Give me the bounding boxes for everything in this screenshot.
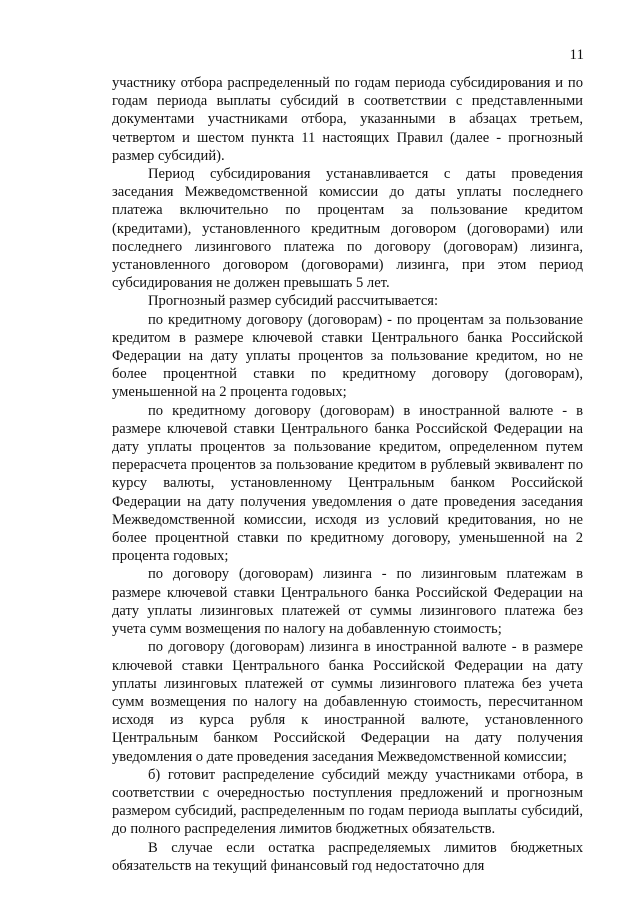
paragraph-credit-agreement: по кредитному договору (договорам) - по процентам за пользование кредитом в размере ключевой ставки Центрального банка Российской Федерации на дату уплаты процентов за пользование кредитом, но не более процентной ставки по кредитному договору (договорам), уменьшенной на 2 процента годовых;	[112, 311, 583, 401]
paragraph-distribution: б) готовит распределение субсидий между участниками отбора, в соответствии с очередностью поступления предложений и прогнозным размером субсидий, распределенным по годам периода выплаты субсидий, до полного распределения лимитов бюджетных обязательств.	[112, 766, 583, 838]
paragraph-subsidy-period: Период субсидирования устанавливается с даты проведения заседания Межведомственной комиссии до даты уплаты последнего платежа включительно по процентам за пользование кредитом (кредитами), установленного кредитным договором (договорами) или последнего лизингового платежа по договору (договорам) лизинга, установленного договором (договорами) лизинга, при этом период субсидирования не должен превышать 5 лет.	[112, 166, 583, 292]
paragraph-leasing-agreement: по договору (договорам) лизинга - по лизинговым платежам в размере ключевой ставки Центрального банка Российской Федерации на дату уплаты лизинговых платежей от суммы лизингового платежа без учета сумм возмещения по налогу на добавленную стоимость;	[112, 566, 583, 638]
document-body	[112, 74, 583, 875]
paragraph-insufficient-limits: В случае если остатка распределяемых лимитов бюджетных обязательств на текущий финансовый год недостаточно для	[112, 839, 583, 874]
paragraph-foreign-currency-leasing: по договору (договорам) лизинга в иностранной валюте - в размере ключевой ставки Центрального банка Российской Федерации на дату уплаты лизинговых платежей от суммы лизингового платежа без учета сумм возмещения по налогу на добавленную стоимость, пересчитанном исходя из курса рубля к иностранной валюте, установленного Центральным банком Российской Федерации на дату получения уведомления о дате проведения заседания Межведомственной комиссии;	[112, 639, 583, 765]
paragraph-forecast-intro: Прогнозный размер субсидий рассчитывается:	[148, 293, 439, 310]
paragraph-forecast-definition: участнику отбора распределенный по годам периода субсидирования и по годам периода выплаты субсидий в соответствии с представленными документами участниками отбора, указанными в абзацах третьем, четвертом и шестом пункта 11 настоящих Правил (далее - прогнозный размер субсидий).	[112, 75, 583, 164]
paragraph-foreign-currency-credit: по кредитному договору (договорам) в иностранной валюте - в размере ключевой ставки Центрального банка Российской Федерации на дату уплаты процентов за пользование кредитом, определенном путем перерасчета процентов за пользование кредитом в рублевый эквивалент по курсу валюты, установленному Центральным банком Российской Федерации на дату получения уведомления о дате проведения заседания Межведомственной комиссии, исходя из условий кредитования, но не более процентной ставки по кредитному договору, уменьшенной на 2 процента годовых;	[112, 402, 583, 565]
page-number: 11	[569, 47, 584, 63]
